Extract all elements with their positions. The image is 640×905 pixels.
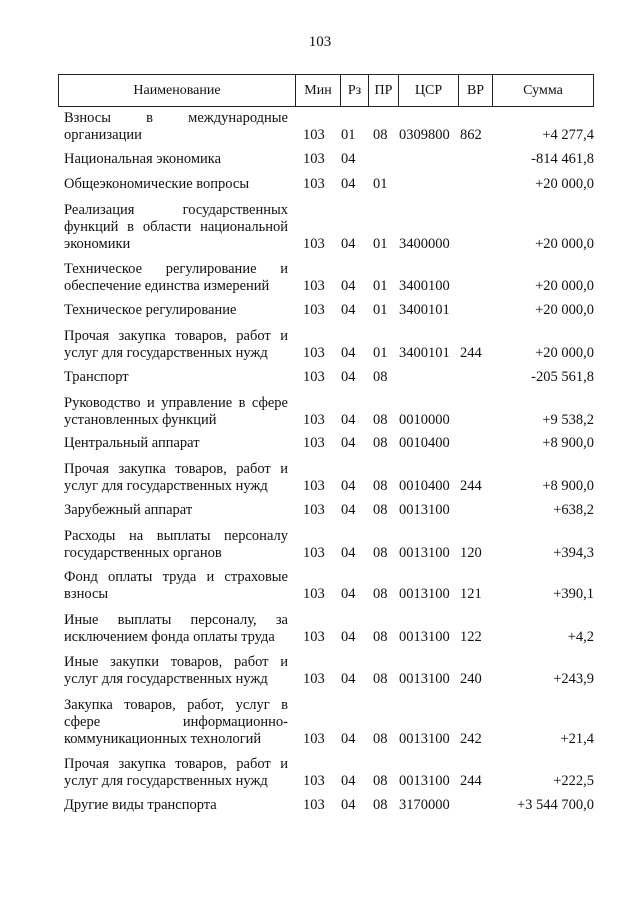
row-rz: 04 bbox=[341, 773, 356, 789]
table-row bbox=[58, 502, 594, 519]
row-pr: 01 bbox=[373, 345, 388, 361]
row-sum: -205 561,8 bbox=[531, 369, 594, 385]
row-vr: 240 bbox=[460, 671, 482, 687]
row-csr: 0013100 bbox=[399, 731, 450, 747]
table-row bbox=[58, 395, 594, 429]
row-vr: 242 bbox=[460, 731, 482, 747]
table-row bbox=[58, 697, 594, 748]
row-rz: 04 bbox=[341, 545, 356, 561]
row-sum: +8 900,0 bbox=[542, 435, 594, 451]
row-pr: 01 bbox=[373, 302, 388, 318]
row-rz: 04 bbox=[341, 629, 356, 645]
row-rz: 04 bbox=[341, 586, 356, 602]
row-rz: 01 bbox=[341, 127, 356, 143]
row-min: 103 bbox=[303, 435, 325, 451]
column-header-sum: Сумма bbox=[492, 75, 593, 106]
row-pr: 08 bbox=[373, 435, 388, 451]
row-vr: 121 bbox=[460, 586, 482, 602]
row-sum: +390,1 bbox=[553, 586, 594, 602]
row-pr: 08 bbox=[373, 545, 388, 561]
row-pr: 08 bbox=[373, 797, 388, 813]
row-csr: 0010400 bbox=[399, 478, 450, 494]
row-sum: +20 000,0 bbox=[535, 176, 594, 192]
row-csr: 0013100 bbox=[399, 671, 450, 687]
table-row bbox=[58, 328, 594, 362]
row-sum: +9 538,2 bbox=[542, 412, 594, 428]
row-pr: 08 bbox=[373, 369, 388, 385]
row-min: 103 bbox=[303, 478, 325, 494]
row-sum: +4,2 bbox=[567, 629, 594, 645]
row-name: Прочая закупка товаров, работ и услуг для государственных нужд bbox=[64, 328, 288, 361]
table-row bbox=[58, 369, 594, 386]
row-rz: 04 bbox=[341, 478, 356, 494]
row-name: Фонд оплаты труда и страховые взносы bbox=[64, 569, 288, 602]
row-sum: +222,5 bbox=[553, 773, 594, 789]
page-number: 103 bbox=[308, 34, 332, 50]
row-pr: 08 bbox=[373, 629, 388, 645]
row-name: Расходы на выплаты персоналу государственных органов bbox=[64, 528, 288, 561]
table-row bbox=[58, 654, 594, 688]
row-csr: 3400100 bbox=[399, 278, 450, 294]
row-min: 103 bbox=[303, 545, 325, 561]
row-min: 103 bbox=[303, 797, 325, 813]
row-pr: 08 bbox=[373, 773, 388, 789]
row-sum: +4 277,4 bbox=[542, 127, 594, 143]
row-rz: 04 bbox=[341, 502, 356, 518]
table-row bbox=[58, 261, 594, 295]
row-pr: 08 bbox=[373, 412, 388, 428]
table-row bbox=[58, 176, 594, 193]
row-rz: 04 bbox=[341, 412, 356, 428]
row-csr: 3400000 bbox=[399, 236, 450, 252]
column-header-rz: Рз bbox=[340, 75, 368, 106]
table-row bbox=[58, 302, 594, 319]
row-min: 103 bbox=[303, 127, 325, 143]
row-sum: +638,2 bbox=[553, 502, 594, 518]
table-row bbox=[58, 797, 594, 814]
row-vr: 244 bbox=[460, 478, 482, 494]
row-pr: 08 bbox=[373, 127, 388, 143]
row-sum: +20 000,0 bbox=[535, 278, 594, 294]
table-row bbox=[58, 461, 594, 495]
row-min: 103 bbox=[303, 302, 325, 318]
row-rz: 04 bbox=[341, 435, 356, 451]
row-name: Другие виды транспорта bbox=[64, 797, 217, 813]
row-name: Реализация государственных функций в области национальной экономики bbox=[64, 202, 288, 252]
table-row bbox=[58, 151, 594, 168]
row-rz: 04 bbox=[341, 731, 356, 747]
row-csr: 0013100 bbox=[399, 629, 450, 645]
table-row bbox=[58, 202, 594, 253]
row-name: Прочая закупка товаров, работ и услуг для государственных нужд bbox=[64, 461, 288, 494]
row-csr: 0309800 bbox=[399, 127, 450, 143]
table-row bbox=[58, 612, 594, 646]
row-name: Центральный аппарат bbox=[64, 435, 200, 451]
row-pr: 08 bbox=[373, 586, 388, 602]
row-min: 103 bbox=[303, 629, 325, 645]
row-pr: 01 bbox=[373, 176, 388, 192]
row-name: Транспорт bbox=[64, 369, 129, 385]
row-rz: 04 bbox=[341, 176, 356, 192]
row-csr: 0010400 bbox=[399, 435, 450, 451]
row-name: Техническое регулирование и обеспечение единства измерений bbox=[64, 261, 288, 294]
row-csr: 3170000 bbox=[399, 797, 450, 813]
table-row bbox=[58, 756, 594, 790]
row-sum: +243,9 bbox=[553, 671, 594, 687]
row-name: Зарубежный аппарат bbox=[64, 502, 193, 518]
row-min: 103 bbox=[303, 412, 325, 428]
row-csr: 0013100 bbox=[399, 545, 450, 561]
row-csr: 0013100 bbox=[399, 586, 450, 602]
row-sum: +8 900,0 bbox=[542, 478, 594, 494]
row-csr: 0013100 bbox=[399, 502, 450, 518]
row-csr: 0013100 bbox=[399, 773, 450, 789]
row-sum: +394,3 bbox=[553, 545, 594, 561]
row-min: 103 bbox=[303, 345, 325, 361]
row-rz: 04 bbox=[341, 345, 356, 361]
row-csr: 0010000 bbox=[399, 412, 450, 428]
row-sum: +20 000,0 bbox=[535, 345, 594, 361]
row-name: Техническое регулирование bbox=[64, 302, 237, 318]
row-name: Руководство и управление в сфере установленных функций bbox=[64, 395, 288, 428]
row-vr: 120 bbox=[460, 545, 482, 561]
table-row bbox=[58, 110, 594, 144]
row-rz: 04 bbox=[341, 278, 356, 294]
column-header-name: Наименование bbox=[133, 83, 221, 98]
row-sum: +21,4 bbox=[560, 731, 594, 747]
row-name: Закупка товаров, работ, услуг в сфере информационно-коммуникационных технологий bbox=[64, 697, 288, 747]
row-sum: -814 461,8 bbox=[531, 151, 594, 167]
row-pr: 08 bbox=[373, 731, 388, 747]
table-row bbox=[58, 435, 594, 452]
row-pr: 01 bbox=[373, 236, 388, 252]
column-header-csr: ЦСР bbox=[398, 75, 458, 106]
row-min: 103 bbox=[303, 586, 325, 602]
row-csr: 3400101 bbox=[399, 302, 450, 318]
row-min: 103 bbox=[303, 176, 325, 192]
row-name: Взносы в международные организации bbox=[64, 110, 288, 143]
row-name: Национальная экономика bbox=[64, 151, 222, 167]
column-header-vr: ВР bbox=[458, 75, 492, 106]
row-csr: 3400101 bbox=[399, 345, 450, 361]
row-sum: +20 000,0 bbox=[535, 236, 594, 252]
row-rz: 04 bbox=[341, 797, 356, 813]
row-min: 103 bbox=[303, 369, 325, 385]
row-min: 103 bbox=[303, 731, 325, 747]
column-header-min: Мин bbox=[295, 75, 340, 106]
row-rz: 04 bbox=[341, 671, 356, 687]
row-min: 103 bbox=[303, 278, 325, 294]
row-pr: 08 bbox=[373, 502, 388, 518]
table-row bbox=[58, 569, 594, 603]
row-name: Иные закупки товаров, работ и услуг для государственных нужд bbox=[64, 654, 288, 687]
row-vr: 244 bbox=[460, 773, 482, 789]
row-vr: 862 bbox=[460, 127, 482, 143]
row-min: 103 bbox=[303, 502, 325, 518]
row-name: Общеэкономические вопросы bbox=[64, 176, 250, 192]
row-pr: 08 bbox=[373, 478, 388, 494]
table-header bbox=[58, 74, 594, 107]
row-rz: 04 bbox=[341, 236, 356, 252]
row-rz: 04 bbox=[341, 151, 356, 167]
row-min: 103 bbox=[303, 236, 325, 252]
row-name: Прочая закупка товаров, работ и услуг для государственных нужд bbox=[64, 756, 288, 789]
row-pr: 01 bbox=[373, 278, 388, 294]
row-pr: 08 bbox=[373, 671, 388, 687]
row-min: 103 bbox=[303, 773, 325, 789]
row-rz: 04 bbox=[341, 302, 356, 318]
row-min: 103 bbox=[303, 151, 325, 167]
row-min: 103 bbox=[303, 671, 325, 687]
row-sum: +3 544 700,0 bbox=[516, 797, 594, 813]
row-sum: +20 000,0 bbox=[535, 302, 594, 318]
table-row bbox=[58, 528, 594, 562]
column-header-pr: ПР bbox=[368, 75, 398, 106]
row-vr: 244 bbox=[460, 345, 482, 361]
row-name: Иные выплаты персоналу, за исключением фонда оплаты труда bbox=[64, 612, 288, 645]
row-vr: 122 bbox=[460, 629, 482, 645]
row-rz: 04 bbox=[341, 369, 356, 385]
